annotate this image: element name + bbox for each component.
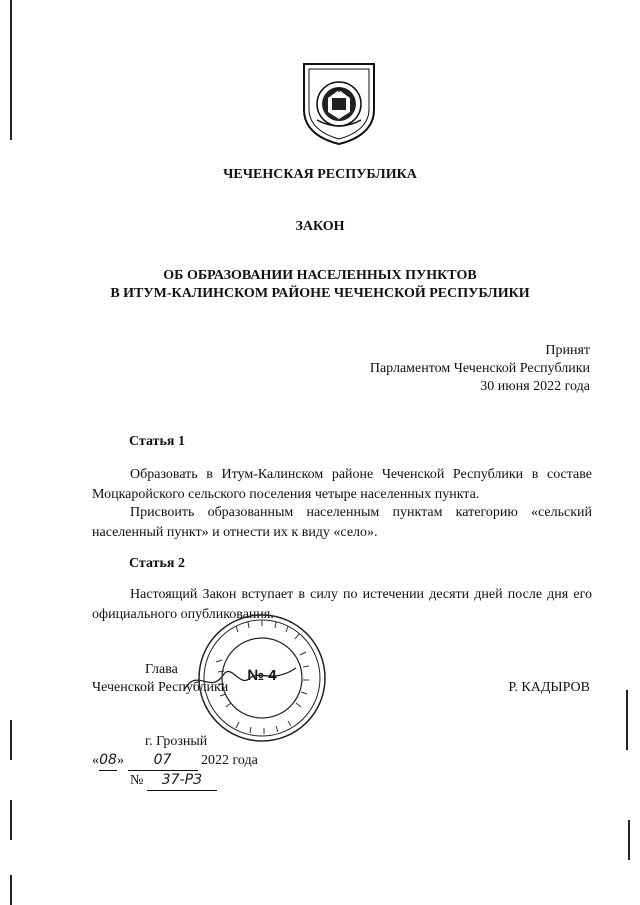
law-number: 37-РЗ <box>147 770 217 791</box>
law-number-line <box>130 770 217 791</box>
article-1-heading: Статья 1 <box>129 434 185 449</box>
stamp-number: № 4 <box>247 667 277 684</box>
article-1-paragraph-1: Образовать в Итум-Калинском районе Чеченской Республики в составе Моцкаройского сельского поселения четыре населенных пункта. <box>92 467 592 502</box>
article-2-heading: Статья 2 <box>129 556 185 571</box>
law-number-prefix: № <box>130 773 144 788</box>
handwritten-signature <box>180 660 300 700</box>
date-day: 08 <box>99 750 117 771</box>
scan-edge-mark <box>10 0 12 140</box>
coat-of-arms-emblem <box>300 62 378 146</box>
signatory-role-line-2: Чеченской Республики <box>92 680 229 695</box>
date-line <box>92 750 258 771</box>
region-heading: ЧЕЧЕНСКАЯ РЕСПУБЛИКА <box>223 167 417 182</box>
date-year: 2022 года <box>201 753 258 768</box>
scan-edge-mark <box>10 720 12 760</box>
date-month: 07 <box>128 750 198 771</box>
scan-edge-mark <box>626 690 628 750</box>
law-title-line-1: ОБ ОБРАЗОВАНИИ НАСЕЛЕННЫХ ПУНКТОВ <box>163 268 477 283</box>
city-label: г. Грозный <box>145 734 208 749</box>
date-quote-close: » <box>117 753 124 768</box>
signatory-role-line-1: Глава <box>145 662 178 677</box>
adoption-line-3: 30 июня 2022 года <box>480 379 590 394</box>
adoption-line-2: Парламентом Чеченской Республики <box>369 361 590 376</box>
article-1-paragraph-2: Присвоить образованным населенным пунктам категорию «сельский населенный пункт» и отнести их к виду «село». <box>92 505 592 540</box>
scan-edge-mark <box>10 875 12 905</box>
law-title-line-2: В ИТУМ-КАЛИНСКОМ РАЙОНЕ ЧЕЧЕНСКОЙ РЕСПУБЛИКИ <box>110 286 530 301</box>
adoption-block <box>370 342 590 396</box>
date-quote-open: « <box>92 753 99 768</box>
article-2-paragraph-1: Настоящий Закон вступает в силу по истечении десяти дней после дня его официального опубликования. <box>92 587 592 622</box>
scan-edge-mark <box>10 800 12 840</box>
document-type-heading: ЗАКОН <box>295 219 345 234</box>
signatory-name: Р. КАДЫРОВ <box>508 680 590 695</box>
adoption-line-1: Принят <box>545 343 590 358</box>
scan-edge-mark <box>628 820 630 860</box>
